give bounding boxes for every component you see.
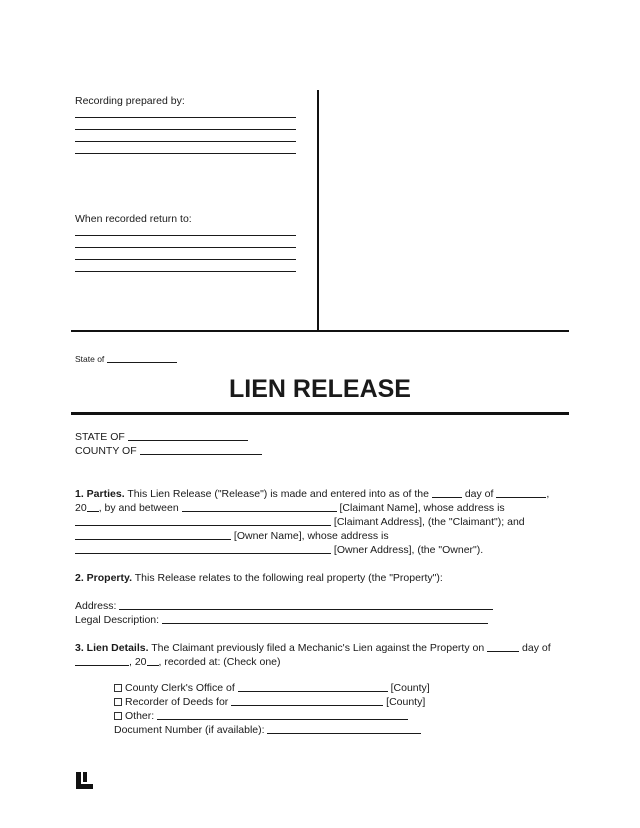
parties-heading: 1. Parties. xyxy=(75,488,125,500)
return-line-1[interactable] xyxy=(75,235,296,236)
parties-text-2a: 20 xyxy=(75,502,87,514)
legal-templates-logo-icon xyxy=(76,772,93,789)
recording-box-divider xyxy=(317,90,319,331)
lien-text-2a: , 20 xyxy=(129,656,147,668)
owner-name-field[interactable] xyxy=(75,529,231,540)
prepared-line-2[interactable] xyxy=(75,129,296,130)
lien-year-field[interactable] xyxy=(147,655,159,666)
lien-text-2b: , recorded at: (Check one) xyxy=(158,656,281,668)
recorder-checkbox[interactable] xyxy=(114,698,122,706)
return-line-4[interactable] xyxy=(75,271,296,272)
document-title: LIEN RELEASE xyxy=(229,375,411,403)
venue-county-label: COUNTY OF xyxy=(75,445,137,457)
venue-state xyxy=(75,430,248,444)
parties-month-field[interactable] xyxy=(496,487,546,498)
recording-prepared-label: Recording prepared by: xyxy=(75,95,185,107)
lien-heading: 3. Lien Details. xyxy=(75,642,149,654)
parties-line-2 xyxy=(75,501,505,515)
prepared-line-1[interactable] xyxy=(75,117,296,118)
option-county-clerk-label: County Clerk's Office of xyxy=(125,682,235,694)
recording-return-label: When recorded return to: xyxy=(75,213,192,225)
return-line-2[interactable] xyxy=(75,247,296,248)
property-address-label: Address: xyxy=(75,600,117,612)
parties-text-5a: [Owner Address], (the "Owner"). xyxy=(333,544,484,556)
parties-text-2c: [Claimant Name], whose address is xyxy=(339,502,505,514)
property-heading: 2. Property. xyxy=(75,572,132,584)
county-clerk-field[interactable] xyxy=(238,681,388,692)
parties-line-1: 1. Parties. This Lien Release ("Release") is made and entered into as of the day of , xyxy=(75,488,550,500)
state-of-top-field[interactable] xyxy=(107,354,177,363)
recording-box-bottom-rule xyxy=(71,330,569,332)
lien-line-1 xyxy=(75,641,551,655)
parties-text-1b: day of xyxy=(464,488,494,500)
claimant-name-field[interactable] xyxy=(182,501,337,512)
document-number-field[interactable] xyxy=(267,723,421,734)
venue-state-field[interactable] xyxy=(128,430,248,441)
option-other xyxy=(114,709,408,723)
parties-line-5 xyxy=(75,543,483,557)
parties-text-1a: This Lien Release ("Release") is made and entered into as of the xyxy=(127,488,429,500)
parties-text-3a: [Claimant Address], (the "Claimant"); and xyxy=(333,516,525,528)
parties-text-2b: , by and between xyxy=(98,502,179,514)
property-line xyxy=(75,571,443,585)
property-address xyxy=(75,599,493,613)
property-text: This Release relates to the following real property (the "Property"): xyxy=(134,572,443,584)
lien-text-1a: The Claimant previously filed a Mechanic's Lien against the Property on xyxy=(151,642,485,654)
other-checkbox[interactable] xyxy=(114,712,122,720)
property-legal xyxy=(75,613,488,627)
option-other-label: Other: xyxy=(125,710,155,722)
lien-line-2 xyxy=(75,655,281,669)
county-clerk-checkbox[interactable] xyxy=(114,684,122,692)
lien-text-1b: day of xyxy=(522,642,551,654)
parties-text-4a: [Owner Name], whose address is xyxy=(233,530,389,542)
option-recorder xyxy=(114,695,425,709)
claimant-address-field[interactable] xyxy=(75,515,331,526)
venue-county xyxy=(75,444,262,458)
venue-county-field[interactable] xyxy=(140,444,262,455)
property-address-field[interactable] xyxy=(119,599,493,610)
option-county-clerk xyxy=(114,681,430,695)
parties-line-3 xyxy=(75,515,525,529)
lien-day-field[interactable] xyxy=(487,641,519,652)
state-of-top xyxy=(75,352,177,366)
venue-state-label: STATE OF xyxy=(75,431,125,443)
property-legal-field[interactable] xyxy=(162,613,488,624)
title-rule xyxy=(71,412,569,415)
property-legal-label: Legal Description: xyxy=(75,614,160,626)
lien-month-field[interactable] xyxy=(75,655,129,666)
prepared-line-3[interactable] xyxy=(75,141,296,142)
return-line-3[interactable] xyxy=(75,259,296,260)
document-number-label: Document Number (if available): xyxy=(114,724,265,736)
parties-line-4 xyxy=(75,529,389,543)
state-of-top-label: State of xyxy=(75,354,105,364)
other-field[interactable] xyxy=(157,709,408,720)
option-recorder-suffix: [County] xyxy=(386,696,426,708)
option-county-clerk-suffix: [County] xyxy=(390,682,430,694)
parties-day-field[interactable] xyxy=(432,487,462,498)
parties-year-field[interactable] xyxy=(87,501,99,512)
prepared-line-4[interactable] xyxy=(75,153,296,154)
document-number xyxy=(114,723,421,737)
owner-address-field[interactable] xyxy=(75,543,331,554)
option-recorder-label: Recorder of Deeds for xyxy=(125,696,229,708)
recorder-field[interactable] xyxy=(231,695,383,706)
